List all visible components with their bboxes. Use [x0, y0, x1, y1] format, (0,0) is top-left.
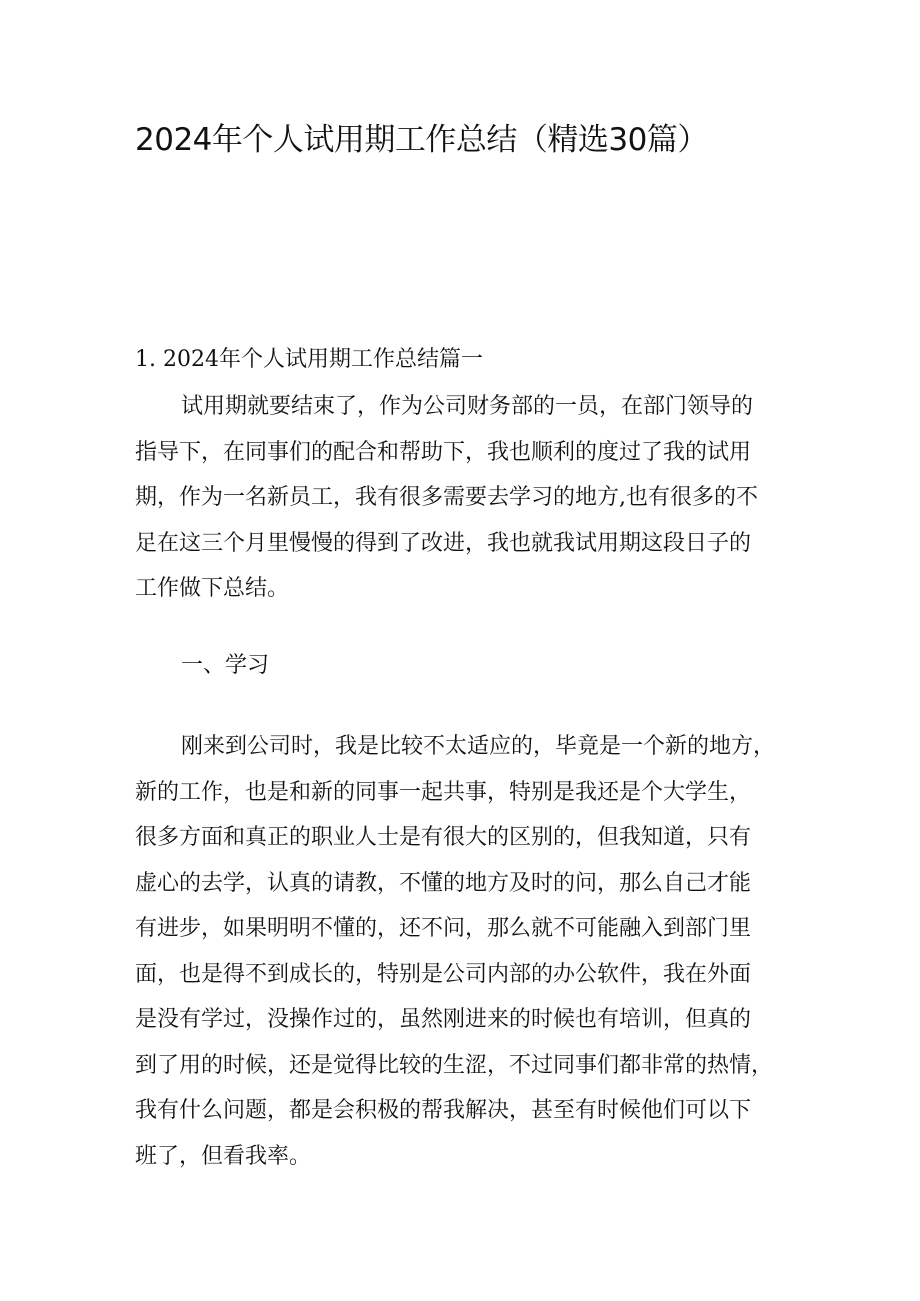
paragraph-line: 刚来到公司时，我是比较不太适应的，毕竟是一个新的地方，	[181, 734, 776, 759]
paragraph-line: 新的工作，也是和新的同事一起共事，特别是我还是个大学生，	[135, 779, 752, 805]
paragraph-line: 试用期就要结束了，作为公司财务部的一员，在部门领导的	[181, 394, 754, 419]
section-heading: 1. 2024年个人试用期工作总结篇一	[135, 347, 483, 372]
paragraph-intro	[135, 384, 805, 612]
paragraph-line: 班了，但看我率。	[135, 1143, 312, 1169]
paragraph-line: 期，作为一名新员工，我有很多需要去学习的地方,也有很多的不	[135, 485, 758, 510]
paragraph-line: 我有什么问题，都是会积极的帮我解决，甚至有时候他们可以下	[135, 1098, 752, 1123]
paragraph-line: 很多方面和真正的职业人士是有很大的区别的，但我知道，只有	[135, 825, 752, 850]
paragraph-line: 工作做下总结。	[135, 576, 290, 601]
subheading-study: 一、学习	[181, 653, 270, 678]
document-title: 2024年个人试用期工作总结（精选30篇）	[135, 122, 708, 158]
paragraph-line: 是没有学过，没操作过的，虽然刚进来的时候也有培训，但真的	[135, 1007, 752, 1032]
paragraph-line: 到了用的时候，还是觉得比较的生涩，不过同事们都非常的热情，	[135, 1052, 774, 1078]
paragraph-line: 有进步，如果明明不懂的，还不问，那么就不可能融入到部门里	[135, 916, 752, 941]
paragraph-line: 足在这三个月里慢慢的得到了改进，我也就我试用期这段日子的	[135, 530, 752, 556]
paragraph-study	[135, 724, 805, 1179]
paragraph-line: 面，也是得不到成长的，特别是公司内部的办公软件，我在外面	[135, 961, 752, 987]
paragraph-line: 指导下，在同事们的配合和帮助下，我也顺利的度过了我的试用	[135, 439, 752, 465]
paragraph-line: 虚心的去学，认真的请教，不懂的地方及时的问，那么自己才能	[135, 870, 752, 896]
